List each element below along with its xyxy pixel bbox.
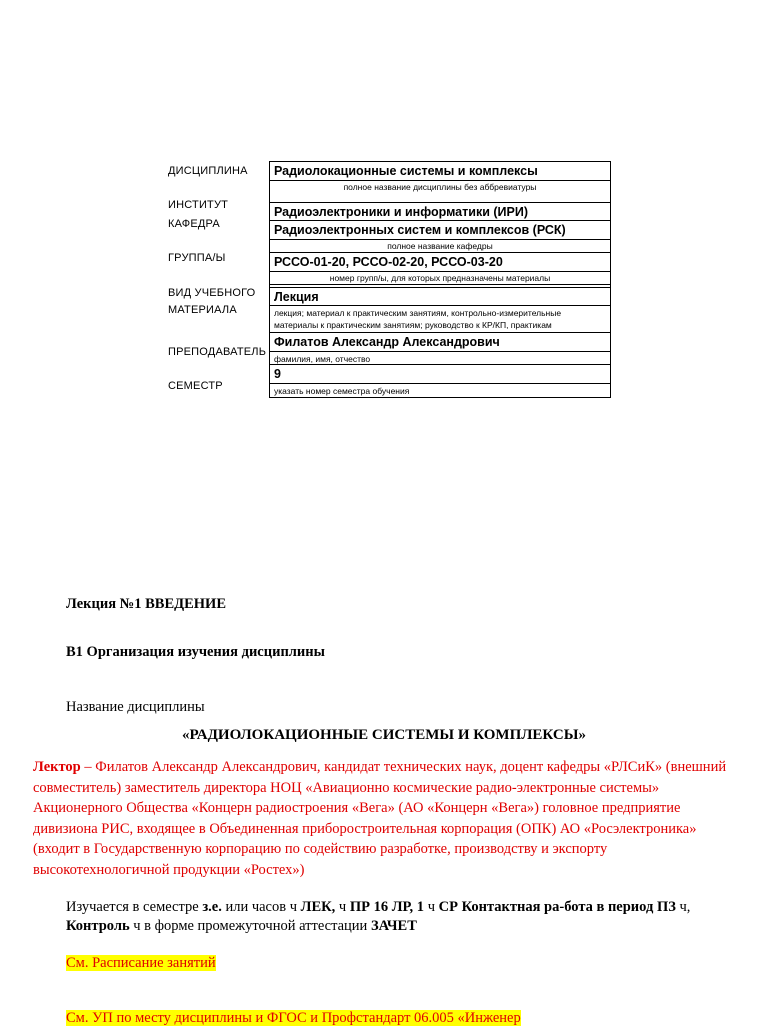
material-type-hint: лекция; материал к практическим занятиям, контрольно-измерительные материалы к практическим занятиям; руководство к КР/КП, практикам — [270, 306, 610, 333]
discipline-value: Радиолокационные системы и комплексы — [270, 162, 610, 181]
label-department: КАФЕДРА — [168, 218, 220, 230]
info-table — [269, 161, 611, 398]
discipline-hint: полное название дисциплины без аббревиатуры — [343, 182, 537, 192]
study-text: ч, — [675, 899, 691, 915]
institute-value: Радиоэлектроники и информатики (ИРИ) — [270, 202, 610, 221]
semester-hint: указать номер семестра обучения — [274, 386, 410, 396]
material-type-value: Лекция — [270, 287, 610, 306]
department-value: Радиоэлектронных систем и комплексов (РСК) — [270, 221, 610, 240]
study-text: ПР 16 ЛР, 1 — [349, 899, 425, 915]
label-material-type-line1: ВИД УЧЕБНОГО — [168, 287, 256, 299]
study-text: или часов ч — [221, 899, 301, 915]
discipline-name: «РАДИОЛОКАЦИОННЫЕ СИСТЕМЫ И КОМПЛЕКСЫ» — [182, 727, 586, 743]
label-teacher: ПРЕПОДАВАТЕЛЬ — [168, 346, 267, 358]
study-text: Контроль — [66, 918, 130, 934]
curriculum-note — [66, 1010, 521, 1027]
lector-paragraph — [33, 757, 738, 880]
discipline-name-label: Название дисциплины — [66, 699, 205, 715]
lector-label: Лектор — [33, 759, 81, 775]
curriculum-note-text: См. УП по месту дисциплины и ФГОС и Профстандарт 06.005 «Инженер — [66, 1010, 521, 1026]
schedule-link-text[interactable]: См. Расписание занятий — [66, 955, 216, 971]
label-semester: СЕМЕСТР — [168, 380, 223, 392]
study-paragraph — [66, 898, 738, 936]
study-text: ч в форме промежуточной аттестации — [129, 918, 371, 934]
lecture-title: Лекция №1 ВВЕДЕНИЕ — [66, 596, 227, 612]
label-groups: ГРУППА/Ы — [168, 252, 226, 264]
study-text: Изучается в семестре — [66, 899, 203, 915]
department-hint: полное название кафедры — [270, 240, 610, 253]
label-institute: ИНСТИТУТ — [168, 199, 229, 211]
label-material-type-line2: МАТЕРИАЛА — [168, 304, 237, 316]
study-text: ч — [335, 899, 350, 915]
teacher-value: Филатов Александр Александрович — [270, 333, 610, 352]
study-text: ч — [424, 899, 439, 915]
section-title: В1 Организация изучения дисциплины — [66, 644, 325, 660]
study-text: СР Контактная ра-бота в период ПЗ — [438, 899, 676, 915]
semester-value: 9 — [270, 365, 610, 384]
label-discipline: ДИСЦИПЛИНА — [168, 165, 248, 177]
schedule-link[interactable] — [66, 955, 216, 972]
groups-value: РССО-01-20, РССО-02-20, РССО-03-20 — [270, 253, 610, 272]
lector-text: – Филатов Александр Александрович, кандидат технических наук, доцент кафедры «РЛСиК» (внешний совместитель) заместитель директора НОЦ «Авиационно космические радио-электронные системы» Акционерного Общества «Концерн радиостроения «Вега» (АО «Концерн «Вега») головное предприятие дивизиона РИС, входящее в Объединенная приборостроительная корпорация (ОПК) АО «Росэлектроника» (входит в Государственную корпорацию по содействию разработке, производству и экспорту высокотехнологичной продукции «Ростех») — [33, 759, 727, 878]
groups-hint: номер групп/ы, для которых предназначены материалы — [270, 272, 610, 285]
study-text: ЛЕК, — [300, 899, 336, 915]
teacher-hint: фамилия, имя, отчество — [270, 352, 610, 365]
study-text: з.е. — [202, 899, 222, 915]
study-text: ЗАЧЕТ — [370, 918, 417, 934]
